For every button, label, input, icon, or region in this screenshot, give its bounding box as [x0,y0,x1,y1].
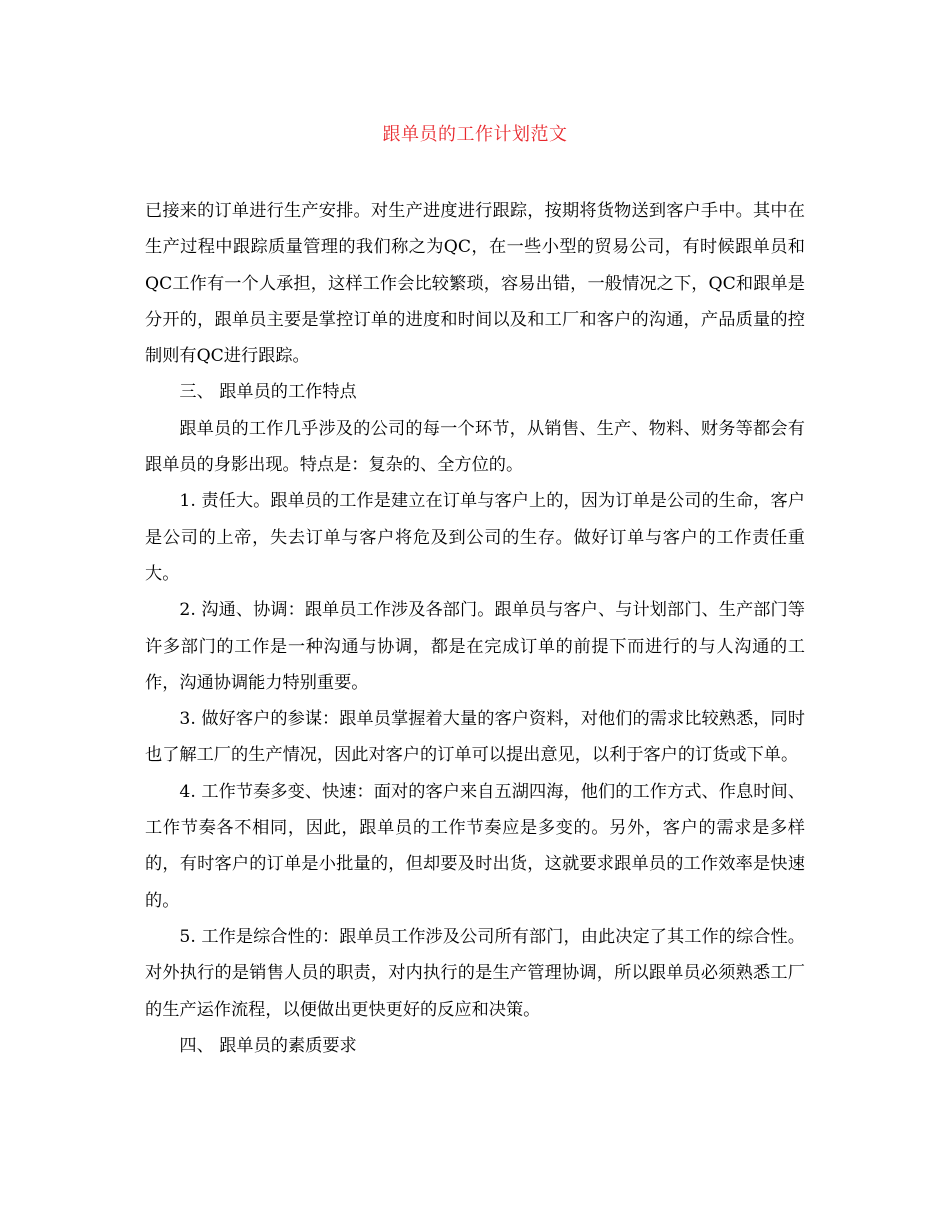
list-item-2: 2. 沟通、协调：跟单员工作涉及各部门。跟单员与客户、与计划部门、生产部门等许多部门的工作是一种沟通与协调，都是在完成订单的前提下而进行的与人沟通的工作，沟通协调能力特别重要。 [145,600,805,693]
list-item-3: 3. 做好客户的参谋：跟单员掌握着大量的客户资料，对他们的需求比较熟悉，同时也了解工厂的生产情况，因此对客户的订单可以提出意见，以利于客户的订货或下单。 [145,709,805,766]
paragraph: 跟单员的工作几乎涉及的公司的每一个环节，从销售、生产、物料、财务等都会有跟单员的身影出现。特点是：复杂的、全方位的。 [145,418,805,476]
list-item-1: 1. 责任大。跟单员的工作是建立在订单与客户上的，因为订单是公司的生命，客户是公司的上帝，失去订单与客户将危及到公司的生存。做好订单与客户的工作责任重大。 [145,491,805,584]
document-title: 跟单员的工作计划范文 [382,124,568,145]
list-item-4: 4. 工作节奏多变、快速：面对的客户来自五湖四海，他们的工作方式、作息时间、工作节奏各不相同，因此，跟单员的工作节奏应是多变的。另外，客户的需求是多样的，有时客户的订单是小批量的，但却要及时出货，这就要求跟单员的工作效率是快速的。 [145,781,805,911]
section-heading-3: 三、 跟单员的工作特点 [179,382,357,403]
list-item-5: 5. 工作是综合性的：跟单员工作涉及公司所有部门，由此决定了其工作的综合性。对外执行的是销售人员的职责，对内执行的是生产管理协调，所以跟单员必须熟悉工厂的生产运作流程，以便做出更快更好的反应和决策。 [145,926,805,1020]
document-body [145,193,805,1064]
paragraph-continuation: 已接来的订单进行生产安排。对生产进度进行跟踪，按期将货物送到客户手中。其中在生产过程中跟踪质量管理的我们称之为QC，在一些小型的贸易公司，有时候跟单员和QC工作有一个人承担，这样工作会比较繁琐，容易出错，一般情况之下，QC和跟单是分开的，跟单员主要是掌控订单的进度和时间以及和工厂和客户的沟通，产品质量的控制则有QC进行跟踪。 [145,201,805,367]
section-heading-4: 四、 跟单员的素质要求 [179,1035,357,1056]
